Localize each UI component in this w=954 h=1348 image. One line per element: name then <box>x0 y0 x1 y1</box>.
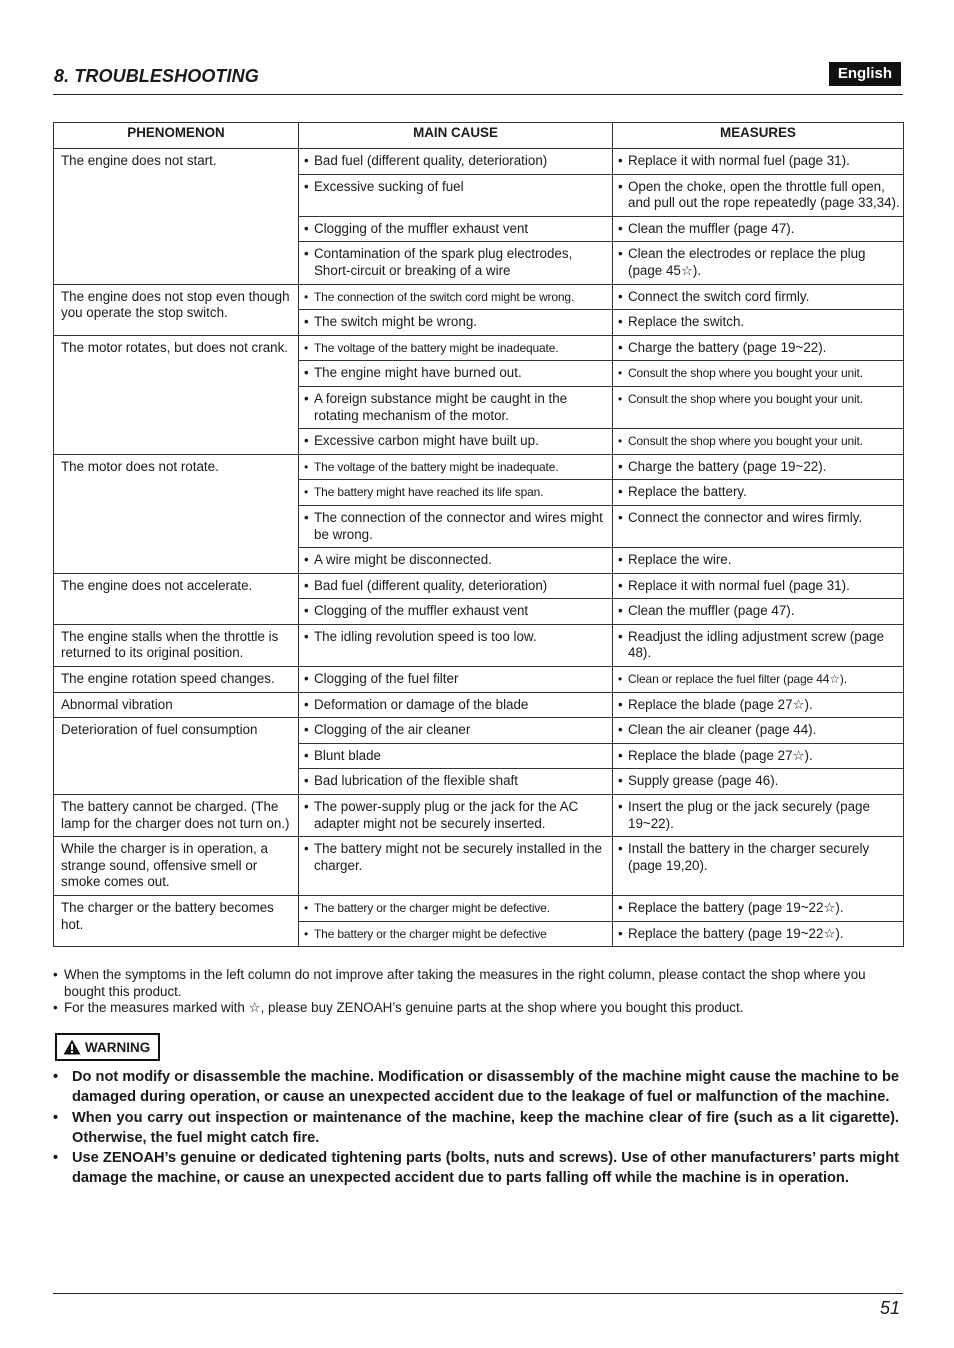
phenomenon-cell: The charger or the battery becomes hot. <box>54 896 299 947</box>
measure-cell-text: Replace the wire. <box>628 552 732 568</box>
measure-cell-text: Replace the battery (page 19~22☆). <box>628 900 844 915</box>
warning-text: Do not modify or disassemble the machine. Modification or disassembly of the machine might cause the machine to be damaged during operation, or cause an unexpected accident due to the leakage of fuel or malfunction of the machine. <box>72 1069 899 1106</box>
bullet: • <box>304 552 309 568</box>
phenomenon-cell: The engine does not stop even though you operate the stop switch. <box>54 284 299 335</box>
bullet: • <box>304 153 309 168</box>
measure-cell <box>613 921 904 947</box>
measure-cell <box>613 692 904 718</box>
cause-cell-text: The switch might be wrong. <box>314 314 477 330</box>
phenomenon-cell: The engine does not start. <box>54 149 299 285</box>
cause-cell <box>299 795 613 837</box>
warning-text: Use ZENOAH’s genuine or dedicated tightening parts (bolts, nuts and screws). Use of other manufacturers’ parts might damage the machine, or cause an unexpected accident due to parts falling off while the machine is in operation. <box>72 1150 899 1187</box>
bullet: • <box>304 773 309 789</box>
column-header-phenomenon: PHENOMENON <box>54 123 299 149</box>
measure-cell-text: Supply grease (page 46). <box>628 773 779 789</box>
bullet: • <box>304 178 309 194</box>
bullet: • <box>304 340 309 355</box>
bullet: • <box>618 925 623 941</box>
bullet: • <box>618 434 623 449</box>
bullet: • <box>618 841 623 857</box>
measure-cell <box>613 837 904 896</box>
measure-cell <box>613 310 904 336</box>
bullet: • <box>304 314 309 330</box>
measure-cell <box>613 429 904 455</box>
measure-cell-text: Replace the battery. <box>628 484 747 500</box>
cause-cell <box>299 505 613 547</box>
cause-cell-text: Excessive sucking of fuel <box>314 178 464 194</box>
cause-cell-text: The connection of the switch cord might be wrong. <box>314 289 575 304</box>
measure-cell <box>613 624 904 666</box>
cause-cell-text: The voltage of the battery might be inadequate. <box>314 340 559 355</box>
measure-cell <box>613 480 904 506</box>
bullet: • <box>304 390 309 406</box>
table-row <box>54 896 904 922</box>
troubleshooting-table <box>53 122 904 947</box>
bullet: • <box>304 603 309 619</box>
bullet: • <box>618 747 623 763</box>
table-row <box>54 149 904 175</box>
cause-cell <box>299 769 613 795</box>
cause-cell <box>299 361 613 387</box>
measure-cell-text: Replace the switch. <box>628 314 745 330</box>
measure-cell <box>613 454 904 480</box>
bullet: • <box>618 220 623 236</box>
measure-cell <box>613 216 904 242</box>
bullet: • <box>304 671 309 687</box>
warning-label-text: WARNING <box>85 1039 151 1055</box>
bullet: • <box>618 722 623 738</box>
cause-cell-text: Bad fuel (different quality, deterioration) <box>314 577 548 593</box>
cause-cell <box>299 624 613 666</box>
phenomenon-cell: The engine does not accelerate. <box>54 573 299 624</box>
measure-cell-text: Insert the plug or the jack securely (page 19~22). <box>628 799 870 831</box>
measure-cell-text: Replace it with normal fuel (page 31). <box>628 153 850 168</box>
measure-cell-text: Readjust the idling adjustment screw (page 48). <box>628 628 885 661</box>
table-row <box>54 667 904 693</box>
phenomenon-cell: The motor rotates, but does not crank. <box>54 335 299 454</box>
cause-cell-text: Clogging of the fuel filter <box>314 671 459 687</box>
table-header-row <box>54 123 904 149</box>
phenomenon-cell: The battery cannot be charged. (The lamp for the charger does not turn on.) <box>54 795 299 837</box>
warning-label <box>55 1033 160 1061</box>
cause-cell-text: The battery might have reached its life span. <box>314 485 544 500</box>
measure-cell-text: Clean the muffler (page 47). <box>628 220 795 236</box>
note-text: When the symptoms in the left column do not improve after taking the measures in the right column, please contact the shop where you bought this product. <box>64 967 866 999</box>
cause-cell-text: A foreign substance might be caught in the rotating mechanism of the motor. <box>314 390 568 423</box>
table-row <box>54 284 904 310</box>
measure-cell-text: Clean the air cleaner (page 44). <box>628 722 817 738</box>
measure-cell <box>613 174 904 216</box>
notes <box>53 967 903 1017</box>
cause-cell <box>299 480 613 506</box>
cause-cell <box>299 921 613 947</box>
cause-cell-text: Bad fuel (different quality, deterioration) <box>314 153 548 168</box>
bullet: • <box>618 288 623 304</box>
measure-cell-text: Replace the blade (page 27☆). <box>628 747 813 763</box>
phenomenon-cell: The motor does not rotate. <box>54 454 299 573</box>
cause-cell <box>299 174 613 216</box>
cause-cell-text: The power-supply plug or the jack for the AC adapter might not be securely inserted. <box>314 799 579 831</box>
measure-cell-text: Consult the shop where you bought your unit. <box>628 391 863 406</box>
cause-cell <box>299 667 613 693</box>
column-header-main-cause: MAIN CAUSE <box>299 123 613 149</box>
bullet: • <box>304 509 309 525</box>
cause-cell <box>299 284 613 310</box>
warning-triangle-icon <box>63 1039 81 1055</box>
cause-cell-text: Clogging of the muffler exhaust vent <box>314 220 529 236</box>
measure-cell-text: Clean the electrodes or replace the plug (page 45☆). <box>628 246 866 278</box>
measure-cell <box>613 573 904 599</box>
bullet: • <box>304 926 309 941</box>
measure-cell-text: Connect the switch cord firmly. <box>628 288 810 304</box>
table-row <box>54 335 904 361</box>
bullet: • <box>304 577 309 593</box>
cause-cell <box>299 386 613 428</box>
measure-cell <box>613 386 904 428</box>
measure-cell <box>613 335 904 361</box>
cause-cell <box>299 216 613 242</box>
cause-cell <box>299 896 613 922</box>
measure-cell <box>613 284 904 310</box>
cause-cell <box>299 548 613 574</box>
bullet: • <box>618 178 623 194</box>
cause-cell <box>299 573 613 599</box>
measure-cell <box>613 795 904 837</box>
measure-cell-text: Clean or replace the fuel filter (page 44☆). <box>628 672 847 687</box>
measure-cell-text: Consult the shop where you bought your unit. <box>628 434 863 449</box>
bullet: • <box>304 289 309 304</box>
cause-cell-text: The battery or the charger might be defective. <box>314 901 550 915</box>
cause-cell <box>299 454 613 480</box>
measure-cell <box>613 769 904 795</box>
measure-cell <box>613 505 904 547</box>
bullet: • <box>618 391 623 406</box>
measure-cell-text: Replace the battery (page 19~22☆). <box>628 925 844 941</box>
bullet: • <box>304 841 309 857</box>
cause-cell-text: Clogging of the muffler exhaust vent <box>314 603 529 619</box>
footer-divider <box>53 1293 903 1294</box>
bullet: • <box>304 246 309 262</box>
measure-cell-text: Install the battery in the charger securely (page 19,20). <box>628 841 870 873</box>
cause-cell <box>299 718 613 744</box>
bullet: • <box>304 459 309 474</box>
cause-cell-text: A wire might be disconnected. <box>314 552 492 568</box>
bullet: • <box>53 1069 59 1085</box>
table-row <box>54 837 904 896</box>
cause-cell <box>299 310 613 336</box>
warning-item <box>53 1108 899 1149</box>
bullet: • <box>53 1109 59 1126</box>
cause-cell-text: Deformation or damage of the blade <box>314 696 529 712</box>
measure-cell <box>613 548 904 574</box>
measure-cell-text: Open the choke, open the throttle full open, and pull out the rope repeatedly (page 33,34). <box>628 178 900 211</box>
table-row <box>54 454 904 480</box>
warning-text: When you carry out inspection or maintenance of the machine, keep the machine clear of fire (such as a lit cigarette). Otherwise, the fuel might catch fire. <box>72 1109 899 1146</box>
bullet: • <box>304 628 309 644</box>
measure-cell-text: Charge the battery (page 19~22). <box>628 458 827 474</box>
bullet: • <box>618 628 623 644</box>
phenomenon-cell: The engine stalls when the throttle is returned to its original position. <box>54 624 299 666</box>
bullet: • <box>304 696 309 712</box>
bullet: • <box>53 967 58 982</box>
bullet: • <box>618 552 623 568</box>
measure-cell <box>613 599 904 625</box>
bullet: • <box>618 773 623 789</box>
phenomenon-cell: Abnormal vibration <box>54 692 299 718</box>
measure-cell <box>613 242 904 284</box>
measure-cell-text: Consult the shop where you bought your unit. <box>628 366 863 381</box>
phenomenon-cell: The engine rotation speed changes. <box>54 667 299 693</box>
bullet: • <box>618 484 623 500</box>
table-row <box>54 573 904 599</box>
column-header-measures: MEASURES <box>613 123 904 149</box>
cause-cell <box>299 335 613 361</box>
bullet: • <box>53 1150 59 1167</box>
measure-cell-text: Charge the battery (page 19~22). <box>628 339 827 355</box>
measure-cell-text: Replace it with normal fuel (page 31). <box>628 577 850 593</box>
bullet: • <box>304 365 309 381</box>
cause-cell-text: The voltage of the battery might be inadequate. <box>314 459 559 474</box>
bullet: • <box>618 603 623 619</box>
cause-cell <box>299 692 613 718</box>
measure-cell <box>613 149 904 175</box>
warning-list <box>53 1067 899 1189</box>
bullet: • <box>618 900 623 915</box>
measure-cell-text: Replace the blade (page 27☆). <box>628 696 813 712</box>
measure-cell-text: Connect the connector and wires firmly. <box>628 509 863 525</box>
bullet: • <box>618 458 623 474</box>
section-title: 8. TROUBLESHOOTING <box>54 66 259 86</box>
cause-cell <box>299 837 613 896</box>
cause-cell-text: The idling revolution speed is too low. <box>314 628 537 644</box>
cause-cell <box>299 743 613 769</box>
cause-cell-text: Contamination of the spark plug electrodes, Short-circuit or breaking of a wire <box>314 246 573 278</box>
bullet: • <box>53 1000 58 1016</box>
measure-cell <box>613 667 904 693</box>
note-item <box>53 1000 903 1017</box>
bullet: • <box>304 799 309 815</box>
bullet: • <box>618 799 623 815</box>
phenomenon-cell: While the charger is in operation, a strange sound, offensive smell or smoke comes out. <box>54 837 299 896</box>
bullet: • <box>304 220 309 236</box>
measure-cell <box>613 743 904 769</box>
cause-cell <box>299 149 613 175</box>
note-text: For the measures marked with ☆, please buy ZENOAH’s genuine parts at the shop where you bought this product. <box>64 1000 744 1016</box>
bullet: • <box>304 433 309 449</box>
bullet: • <box>618 672 623 687</box>
table-row <box>54 718 904 744</box>
bullet: • <box>618 246 623 262</box>
language-badge: English <box>829 62 901 86</box>
cause-cell-text: The engine might have burned out. <box>314 365 522 381</box>
cause-cell <box>299 242 613 284</box>
bullet: • <box>618 509 623 525</box>
warning-item <box>53 1148 899 1189</box>
cause-cell-text: The battery might not be securely installed in the charger. <box>314 841 603 873</box>
table-row <box>54 624 904 666</box>
bullet: • <box>618 339 623 355</box>
table-row <box>54 795 904 837</box>
cause-cell <box>299 429 613 455</box>
bullet: • <box>304 485 309 500</box>
cause-cell-text: Excessive carbon might have built up. <box>314 433 539 449</box>
cause-cell-text: Blunt blade <box>314 747 382 763</box>
bullet: • <box>304 722 309 738</box>
bullet: • <box>618 314 623 330</box>
phenomenon-cell: Deterioration of fuel consumption <box>54 718 299 795</box>
cause-cell-text: Clogging of the air cleaner <box>314 722 471 738</box>
note-item <box>53 967 903 1000</box>
bullet: • <box>304 747 309 763</box>
measure-cell <box>613 361 904 387</box>
bullet: • <box>618 366 623 381</box>
bullet: • <box>304 901 309 915</box>
table-row <box>54 692 904 718</box>
table-body <box>54 149 904 947</box>
measure-cell <box>613 896 904 922</box>
cause-cell-text: Bad lubrication of the flexible shaft <box>314 773 518 789</box>
warning-item <box>53 1067 899 1108</box>
bullet: • <box>618 696 623 712</box>
measure-cell <box>613 718 904 744</box>
measure-cell-text: Clean the muffler (page 47). <box>628 603 795 619</box>
bullet: • <box>618 153 623 168</box>
cause-cell-text: The battery or the charger might be defective <box>314 926 547 941</box>
cause-cell-text: The connection of the connector and wires might be wrong. <box>314 509 603 542</box>
bullet: • <box>618 577 623 593</box>
page-header <box>53 62 903 95</box>
page-number: 51 <box>879 1298 900 1318</box>
cause-cell <box>299 599 613 625</box>
